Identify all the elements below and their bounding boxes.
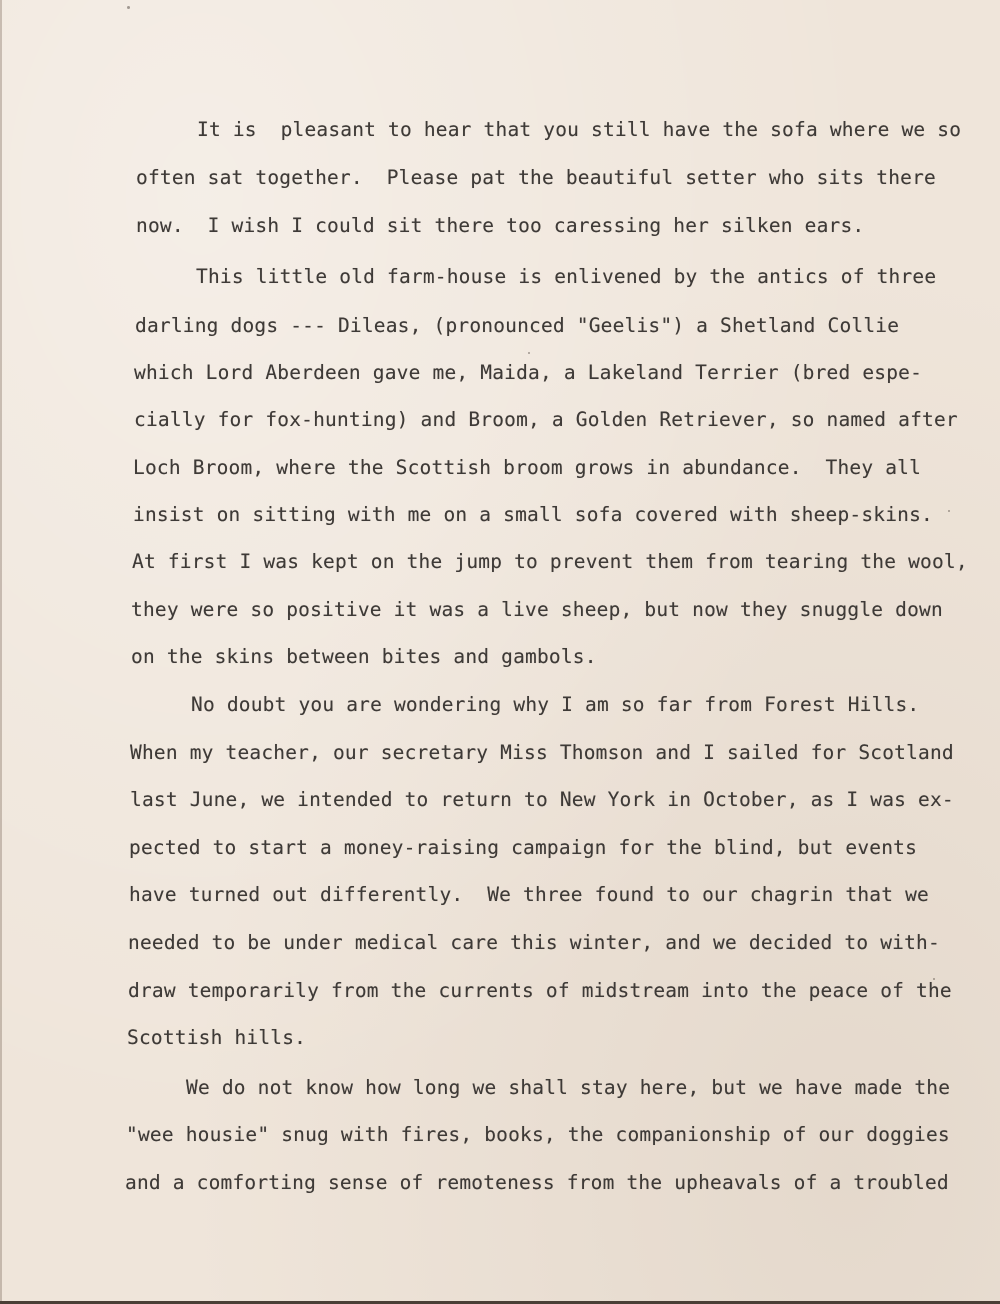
letter-line: cially for fox-hunting) and Broom, a Golden Retriever, so named after bbox=[134, 408, 958, 431]
letter-line: This little old farm-house is enlivened by the antics of three bbox=[196, 265, 937, 288]
letter-line: last June, we intended to return to New York in October, as I was ex- bbox=[130, 788, 954, 811]
letter-line: and a comforting sense of remoteness from the upheavals of a troubled bbox=[125, 1171, 949, 1194]
letter-line: needed to be under medical care this winter, and we decided to with- bbox=[128, 931, 940, 954]
letter-line: When my teacher, our secretary Miss Thomson and I sailed for Scotland bbox=[130, 741, 954, 764]
letter-line: We do not know how long we shall stay here, but we have made the bbox=[186, 1076, 951, 1099]
letter-line: "wee housie" snug with fires, books, the companionship of our doggies bbox=[126, 1123, 950, 1146]
letter-line: It is pleasant to hear that you still have the sofa where we so bbox=[197, 118, 962, 141]
letter-line: At first I was kept on the jump to prevent them from tearing the wool, bbox=[132, 550, 968, 573]
letter-line: darling dogs --- Dileas, (pronounced "Geelis") a Shetland Collie bbox=[135, 314, 900, 337]
letter-line: now. I wish I could sit there too caressing her silken ears. bbox=[136, 214, 865, 237]
letter-line: on the skins between bites and gambols. bbox=[131, 645, 597, 668]
letter-line: often sat together. Please pat the beautiful setter who sits there bbox=[136, 166, 936, 189]
letter-line: pected to start a money-raising campaign for the blind, but events bbox=[129, 836, 918, 859]
letter-line: they were so positive it was a live sheep, but now they snuggle down bbox=[131, 598, 943, 621]
letter-line: which Lord Aberdeen gave me, Maida, a Lakeland Terrier (bred espe- bbox=[134, 361, 923, 384]
letter-line: Scottish hills. bbox=[127, 1026, 307, 1049]
letter-line: No doubt you are wondering why I am so far from Forest Hills. bbox=[191, 693, 920, 716]
letter-line: insist on sitting with me on a small sofa covered with sheep-skins. bbox=[133, 503, 933, 526]
letter-line: Loch Broom, where the Scottish broom grows in abundance. They all bbox=[133, 456, 922, 479]
letter-line: have turned out differently. We three found to our chagrin that we bbox=[129, 883, 929, 906]
letter-line: draw temporarily from the currents of midstream into the peace of the bbox=[128, 979, 952, 1002]
